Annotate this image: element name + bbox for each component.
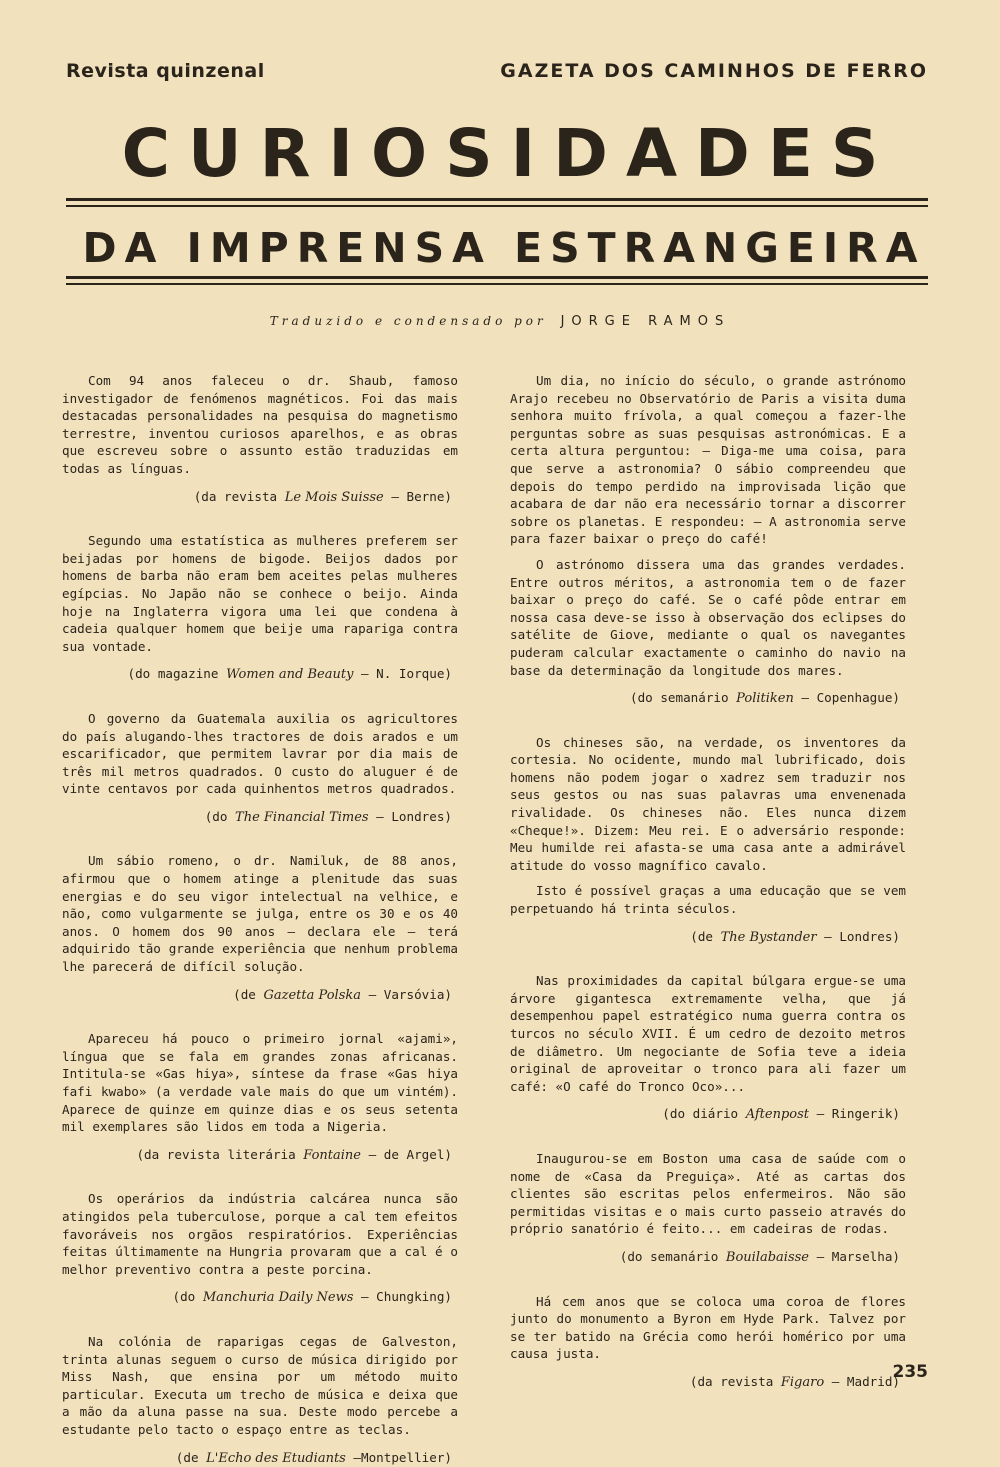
source-prefix: (de [233, 987, 263, 1002]
article-source [510, 689, 900, 708]
source-title: Manchuria Daily News [203, 1290, 354, 1305]
article-paragraph: Os operários da indústria calcárea nunca são atingidos pela tuberculose, porque a cal tem efeitos favoráveis nos orgãos respiratórios. Experiências feitas últimamente na Hungria provaram que a cal é o melhor preventivo contra a peste porcina. [62, 1190, 458, 1278]
source-location: — Chungking) [353, 1289, 452, 1304]
article-separator [62, 826, 458, 852]
article [62, 1333, 458, 1467]
article-separator [62, 1307, 458, 1333]
source-location: —Montpellier) [346, 1450, 452, 1465]
source-location: — Copenhague) [794, 690, 900, 705]
page-title: CURIOSIDADES [64, 118, 936, 190]
article-paragraph: Inaugurou-se em Boston uma casa de saúde com o nome de «Casa da Preguiça». Até as cartas dos clientes são escritas pelos enfermeiros. Não são permitidas visitas e o mais curto passeio através do próprio sanatório é feito... em cadeiras de rodas. [510, 1150, 906, 1238]
article [510, 972, 906, 1124]
source-location: — Berne) [384, 489, 452, 504]
article-source [62, 1449, 452, 1467]
source-location: — N. Iorque) [353, 666, 452, 681]
article-separator [510, 1124, 906, 1150]
source-location: — Madrid) [824, 1374, 900, 1389]
publication-frequency: Revista quinzenal [66, 60, 265, 82]
source-prefix: (do magazine [127, 666, 226, 681]
source-prefix: (de [690, 929, 720, 944]
article-paragraph: Com 94 anos faleceu o dr. Shaub, famoso investigador de fenómenos magnéticos. Foi das mais destacadas personalidades na pesquisa do magnetismo terrestre, inventou curiosos aparelhos, e as obras que escreveu sobre o assunto estão traduzidas em todas as línguas. [62, 372, 458, 478]
source-prefix: (do diário [662, 1106, 745, 1121]
article-paragraph: Um sábio romeno, o dr. Namiluk, de 88 anos, afirmou que o homem atinge a plenitude das suas energias e do seu vigor intelectual na velhice, e não, como vulgarmente se julga, entre os 30 e os 40 anos. O homem dos 90 anos — declara ele — terá adquirido tão grande experiência que nenhum problema lhe parecerá de difícil solução. [62, 852, 458, 975]
title-rule-top [66, 198, 928, 201]
left-column [62, 372, 458, 1467]
article-separator [510, 946, 906, 972]
article-source [510, 1373, 900, 1392]
source-title: Women and Beauty [226, 667, 353, 682]
source-title: Gazetta Polska [263, 988, 361, 1003]
article-separator [62, 684, 458, 710]
subtitle-rule-top [66, 276, 928, 279]
source-title: Le Mois Suisse [285, 490, 384, 505]
article [62, 1190, 458, 1307]
article-source [62, 1146, 452, 1165]
article-source [510, 928, 900, 947]
article-paragraph: Há cem anos que se coloca uma coroa de flores junto do monumento a Byron em Hyde Park. Talvez por se ter batido na Grécia como herói homérico por uma causa justa. [510, 1293, 906, 1363]
article-source [62, 488, 452, 507]
article-separator [62, 1004, 458, 1030]
source-prefix: (do semanário [630, 690, 736, 705]
article-paragraph: Nas proximidades da capital búlgara ergue-se uma árvore gigantesca extremamente velha, que já desempenhou papel estratégico numa guerra contra os turcos no século XVII. É um cedro de dezoito metros de diâmetro. Um negociante de Sofia teve a ideia original de aproveitar o tronco para ali fazer um café: «O café do Tronco Oco»... [510, 972, 906, 1095]
article [62, 372, 458, 506]
article [510, 1150, 906, 1267]
article-source [510, 1248, 900, 1267]
source-title: Fontaine [303, 1148, 361, 1163]
source-location: — Varsóvia) [361, 987, 452, 1002]
source-title: L'Echo des Etudiants [206, 1451, 346, 1466]
source-title: Bouilabaisse [726, 1250, 809, 1265]
article-paragraph: Na colónia de raparigas cegas de Galveston, trinta alunas seguem o curso de música dirigido por Miss Nash, que ensina por um método muito particular. Executa um trecho de música e deixa que a mão da aluna passe na sua. Deste modo percebe a estudante pelo tacto o espaço entre as teclas. [62, 1333, 458, 1439]
source-location: — Londres) [817, 929, 900, 944]
page-subtitle: DA IMPRENSA ESTRANGEIRA [64, 224, 936, 272]
article [62, 1030, 458, 1164]
article-source [62, 665, 452, 684]
article-source [62, 808, 452, 827]
source-location: — Ringerik) [809, 1106, 900, 1121]
source-location: — Marselha) [809, 1249, 900, 1264]
article-source [62, 1288, 452, 1307]
source-title: The Bystander [721, 930, 817, 945]
source-title: Aftenpost [746, 1107, 809, 1122]
article-separator [510, 1267, 906, 1293]
source-prefix: (do semanário [620, 1249, 726, 1264]
article-paragraph: Isto é possível graças a uma educação que se vem perpetuando há trinta séculos. [510, 882, 906, 917]
article-paragraph: Segundo uma estatística as mulheres preferem ser beijadas por homens de bigode. Beijos dados por homens de barba não eram bem aceites pelas mulheres egípcias. No Japão não se conhece o beijo. Ainda hoje na Inglaterra vigora uma lei que condena à cadeia qualquer homem que beije uma rapariga contra sua vontade. [62, 532, 458, 655]
article [510, 734, 906, 947]
article-source [510, 1105, 900, 1124]
source-prefix: (do [205, 809, 235, 824]
right-column [510, 372, 906, 1392]
source-title: The Financial Times [235, 810, 369, 825]
title-rule-bottom [66, 205, 928, 207]
source-title: Politiken [736, 691, 794, 706]
byline [200, 314, 800, 329]
article-paragraph: O astrónomo dissera uma das grandes verdades. Entre outros méritos, a astronomia tem o de fazer baixar o preço do café. Se o café pôde entrar em nossa casa deve-se isso à observação dos eclipses do satélite de Giove, mediante o qual os navegantes puderam calcular exactamente o caminho do navio na base da determinação da longitude dos mares. [510, 556, 906, 679]
article-separator [510, 708, 906, 734]
article-separator [62, 506, 458, 532]
article-source [62, 986, 452, 1005]
publication-name: GAZETA DOS CAMINHOS DE FERRO [500, 60, 928, 82]
subtitle-rule-bottom [66, 283, 928, 285]
byline-author: JORGE RAMOS [561, 314, 731, 329]
article-paragraph: Apareceu há pouco o primeiro jornal «ajami», língua que se fala em grandes zonas africanas. Intitula-se «Gas hiya», síntese da frase «Gas hiya fafi kwabo» (a verdade vale mais do que um vintém). Aparece de quinze em quinze dias e os seus setenta mil exemplares são lidos em toda a Nigeria. [62, 1030, 458, 1136]
article [510, 1293, 906, 1392]
article-paragraph: Um dia, no início do século, o grande astrónomo Arajo recebeu no Observatório de Paris a visita duma senhora muito frívola, a qual começou a fazer-lhe perguntas sobre as suas pesquisas astronómicas. E a certa altura perguntou: — Diga-me uma coisa, para que serve a astronomia? O sábio compreendeu que depois do tempo perdido na improvisada lição que acabara de dar não era necessário tornar a discorrer sobre os planetas. E respondeu: — A astronomia serve para fazer baixar o preço do café! [510, 372, 906, 548]
article [62, 852, 458, 1004]
article-separator [62, 1164, 458, 1190]
article [62, 710, 458, 827]
source-prefix: (do [173, 1289, 203, 1304]
source-location: — de Argel) [361, 1147, 452, 1162]
page-number: 235 [893, 1362, 929, 1382]
article-paragraph: Os chineses são, na verdade, os inventores da cortesia. No ocidente, mundo mal lubrificado, dois homens não podem jogar o xadrez sem traduzir nos seus gestos ou nas suas palavras uma envenenada rivalidade. Os chineses não. Eles nunca dizem «Cheque!». Dizem: Meu rei. E o adversário responde: Meu humilde rei afasta-se uma casa ante a admirável atitude do vosso magnífico cavalo. [510, 734, 906, 875]
article [510, 372, 906, 708]
article [62, 532, 458, 684]
source-prefix: (da revista [194, 489, 285, 504]
source-location: — Londres) [369, 809, 452, 824]
source-title: Figaro [781, 1375, 824, 1390]
byline-prefix: Traduzido e condensado por [270, 314, 547, 328]
source-prefix: (da revista literária [136, 1147, 303, 1162]
article-paragraph: O governo da Guatemala auxilia os agricultores do país alugando-lhes tractores de dois arados e um escarificador, que permitem lavrar por dia mais de três mil metros quadrados. O custo do aluguer é de vinte centavos por cada quinhentos metros quadrados. [62, 710, 458, 798]
source-prefix: (da revista [690, 1374, 781, 1389]
source-prefix: (de [176, 1450, 206, 1465]
running-header [66, 60, 928, 82]
